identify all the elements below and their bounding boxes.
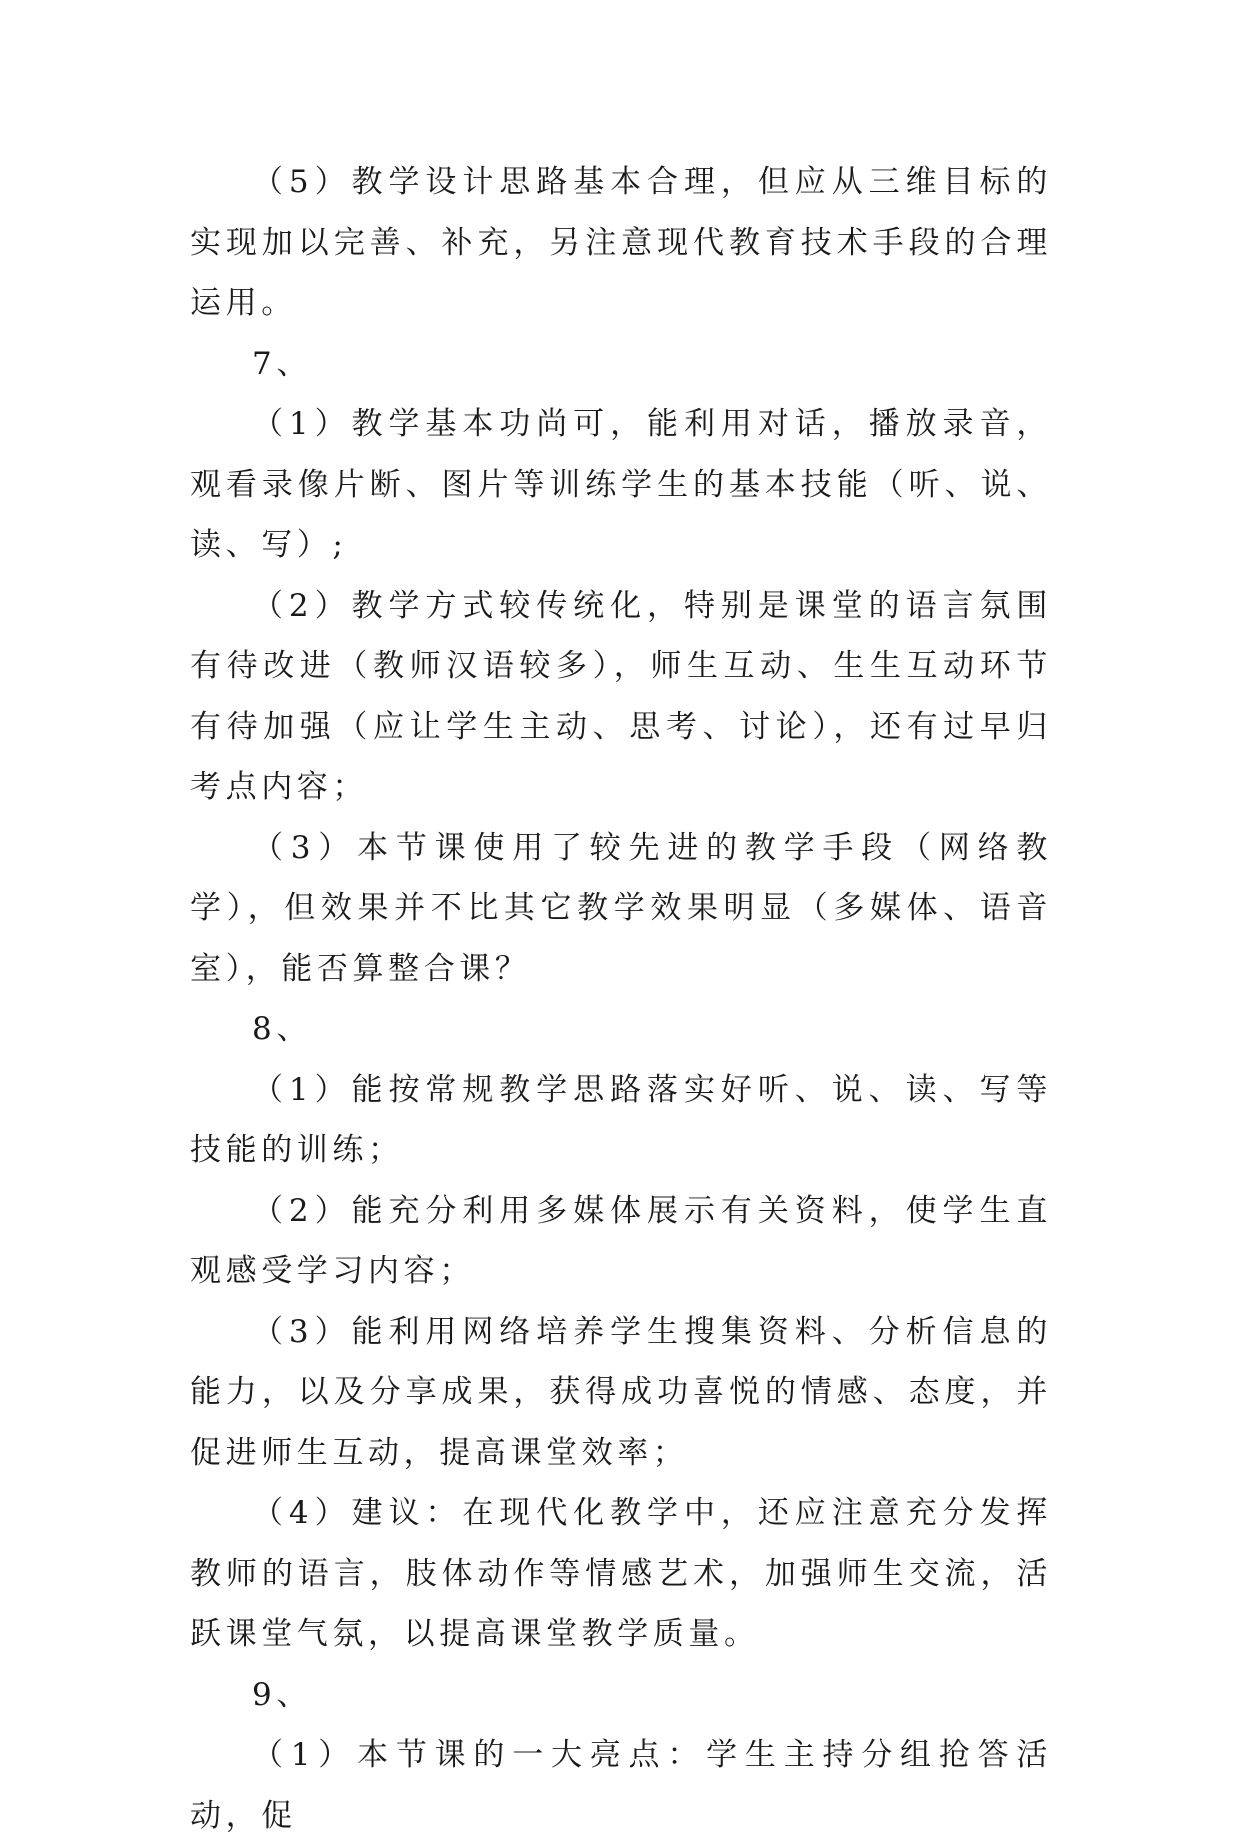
paragraph-5-design: （5）教学设计思路基本合理，但应从三维目标的实现加以完善、补充，另注意现代教育技术手段的合理运用。 bbox=[190, 164, 1052, 321]
section-heading-9: 9、 bbox=[252, 1676, 312, 1713]
document-body bbox=[190, 152, 1052, 1846]
paragraph-8-4: （4）建议：在现代化教学中，还应注意充分发挥教师的语言，肢体动作等情感艺术，加强师生交流，活跃课堂气氛，以提高课堂教学质量。 bbox=[190, 1495, 1052, 1652]
paragraph-9-1: （1）本节课的一大亮点：学生主持分组抢答活动，促 bbox=[190, 1737, 1052, 1834]
section-heading-7: 7、 bbox=[252, 345, 312, 382]
paragraph-7-1: （1）教学基本功尚可，能利用对话，播放录音，观看录像片断、图片等训练学生的基本技能（听、说、读、写）; bbox=[190, 406, 1052, 563]
paragraph-8-3: （3）能利用网络培养学生搜集资料、分析信息的能力，以及分享成果，获得成功喜悦的情感、态度，并促进师生互动，提高课堂效率； bbox=[190, 1313, 1052, 1471]
paragraph-8-2: （2）能充分利用多媒体展示有关资料，使学生直观感受学习内容； bbox=[190, 1192, 1052, 1289]
section-heading-8: 8、 bbox=[252, 1011, 312, 1047]
paragraph-7-3: （3）本节课使用了较先进的教学手段（网络教学），但效果并不比其它教学效果明显（多媒体、语音室），能否算整合课？ bbox=[190, 829, 1052, 987]
paragraph-7-2: （2）教学方式较传统化，特别是课堂的语言氛围有待改进（教师汉语较多），师生互动、生生互动环节有待加强（应让学生主动、思考、讨论），还有过早归考点内容； bbox=[190, 587, 1052, 805]
paragraph-8-1: （1）能按常规教学思路落实好听、说、读、写等技能的训练； bbox=[190, 1071, 1052, 1168]
